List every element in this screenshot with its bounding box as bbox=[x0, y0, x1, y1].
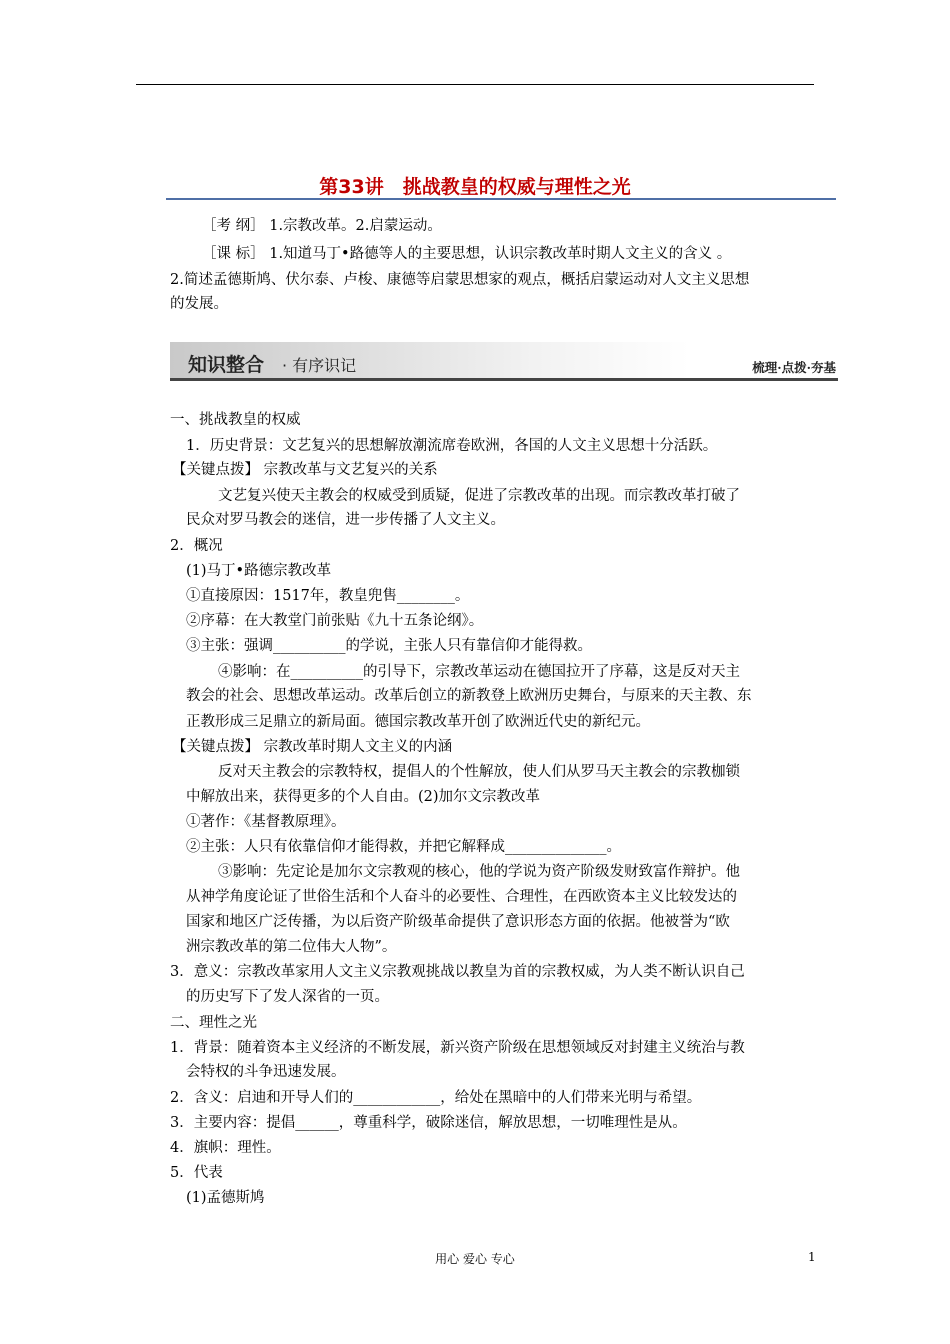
body-line: ③主张：强调__________的学说，主张人只有靠信仰才能得救。 bbox=[186, 638, 592, 654]
body-line: 民众对罗马教会的迷信，进一步传播了人文主义。 bbox=[186, 512, 505, 528]
body-line: 3．意义：宗教改革家用人文主义宗教观挑战以教皇为首的宗教权威，为人类不断认识自己 bbox=[170, 964, 745, 980]
body-line: 洲宗教改革的第二位伟大人物”。 bbox=[186, 939, 397, 955]
intro-line: ［课 标］ 1.知道马丁•路德等人的主要思想，认识宗教改革时期人文主义的含义 。 bbox=[202, 246, 732, 262]
header-rule bbox=[136, 84, 814, 85]
heading-2: 二、理性之光 bbox=[170, 1015, 257, 1031]
section-banner bbox=[170, 342, 838, 380]
page-footer: 用心 爱心 专心 bbox=[435, 1252, 515, 1266]
title-underline bbox=[166, 198, 836, 200]
page-number: 1 bbox=[808, 1250, 816, 1264]
banner-title: 知识整合 bbox=[188, 354, 265, 376]
banner-subtitle: · 有序识记 bbox=[282, 356, 357, 375]
body-line: (1)马丁•路德宗教改革 bbox=[186, 563, 332, 579]
body-line: ①著作：《基督教原理》。 bbox=[186, 814, 346, 830]
body-line: 1．历史背景：文艺复兴的思想解放潮流席卷欧洲，各国的人文主义思想十分活跃。 bbox=[186, 438, 718, 454]
body-line: (1)孟德斯鸠 bbox=[186, 1190, 265, 1206]
key-point-heading: 【关键点拨】 宗教改革与文艺复兴的关系 bbox=[172, 462, 438, 478]
intro-line: ［考 纲］ 1.宗教改革。2.启蒙运动。 bbox=[202, 218, 442, 234]
body-line: 5．代表 bbox=[170, 1165, 223, 1181]
key-point-heading: 【关键点拨】 宗教改革时期人文主义的内涵 bbox=[172, 739, 453, 755]
intro-line: 的发展。 bbox=[170, 296, 228, 312]
body-line: 反对天主教会的宗教特权，提倡人的个性解放，使人们从罗马天主教会的宗教枷锁 bbox=[218, 764, 740, 780]
body-line: ②序幕：在大教堂门前张贴《九十五条论纲》。 bbox=[186, 613, 484, 629]
banner-rule bbox=[170, 378, 838, 381]
body-line: 会特权的斗争迅速发展。 bbox=[186, 1064, 346, 1080]
body-line: ④影响：在__________的引导下，宗教改革运动在德国拉开了序幕，这是反对天主 bbox=[218, 664, 740, 680]
body-line: 正教形成三足鼎立的新局面。德国宗教改革开创了欧洲近代史的新纪元。 bbox=[186, 714, 650, 730]
intro-line: 2.简述孟德斯鸠、伏尔泰、卢梭、康德等启蒙思想家的观点，概括启蒙运动对人文主义思想 bbox=[170, 272, 750, 288]
body-line: 3．主要内容：提倡______，尊重科学，破除迷信，解放思想，一切唯理性是从。 bbox=[170, 1115, 687, 1131]
body-line: ②主张：人只有依靠信仰才能得救，并把它解释成______________。 bbox=[186, 839, 621, 855]
body-line: 教会的社会、思想改革运动。改革后创立的新教登上欧洲历史舞台，与原来的天主教、东 bbox=[186, 688, 752, 704]
body-line: 国家和地区广泛传播，为以后资产阶级革命提供了意识形态方面的依据。他被誉为“欧 bbox=[186, 914, 730, 930]
body-line: 从神学角度论证了世俗生活和个人奋斗的必要性、合理性，在西欧资本主义比较发达的 bbox=[186, 889, 737, 905]
body-line: ①直接原因：1517年，教皇兜售________。 bbox=[186, 588, 470, 604]
body-line: 4．旗帜：理性。 bbox=[170, 1140, 281, 1156]
heading-1: 一、挑战教皇的权威 bbox=[170, 412, 301, 428]
body-line: 1．背景：随着资本主义经济的不断发展，新兴资产阶级在思想领域反对封建主义统治与教 bbox=[170, 1040, 745, 1056]
body-line: 中解放出来，获得更多的个人自由。(2)加尔文宗教改革 bbox=[186, 789, 541, 805]
page-title: 第33讲 挑战教皇的权威与理性之光 bbox=[319, 176, 631, 198]
body-line: 文艺复兴使天主教会的权威受到质疑，促进了宗教改革的出现。而宗教改革打破了 bbox=[218, 488, 740, 504]
body-line: ③影响：先定论是加尔文宗教观的核心，他的学说为资产阶级发财致富作辩护。他 bbox=[218, 864, 740, 880]
banner-tagline: 梳理·点拨·夯基 bbox=[752, 360, 836, 375]
body-line: 的历史写下了发人深省的一页。 bbox=[186, 989, 389, 1005]
body-line: 2．含义：启迪和开导人们的____________，给处在黑暗中的人们带来光明与希望。 bbox=[170, 1090, 702, 1106]
body-line: 2．概况 bbox=[170, 538, 223, 554]
